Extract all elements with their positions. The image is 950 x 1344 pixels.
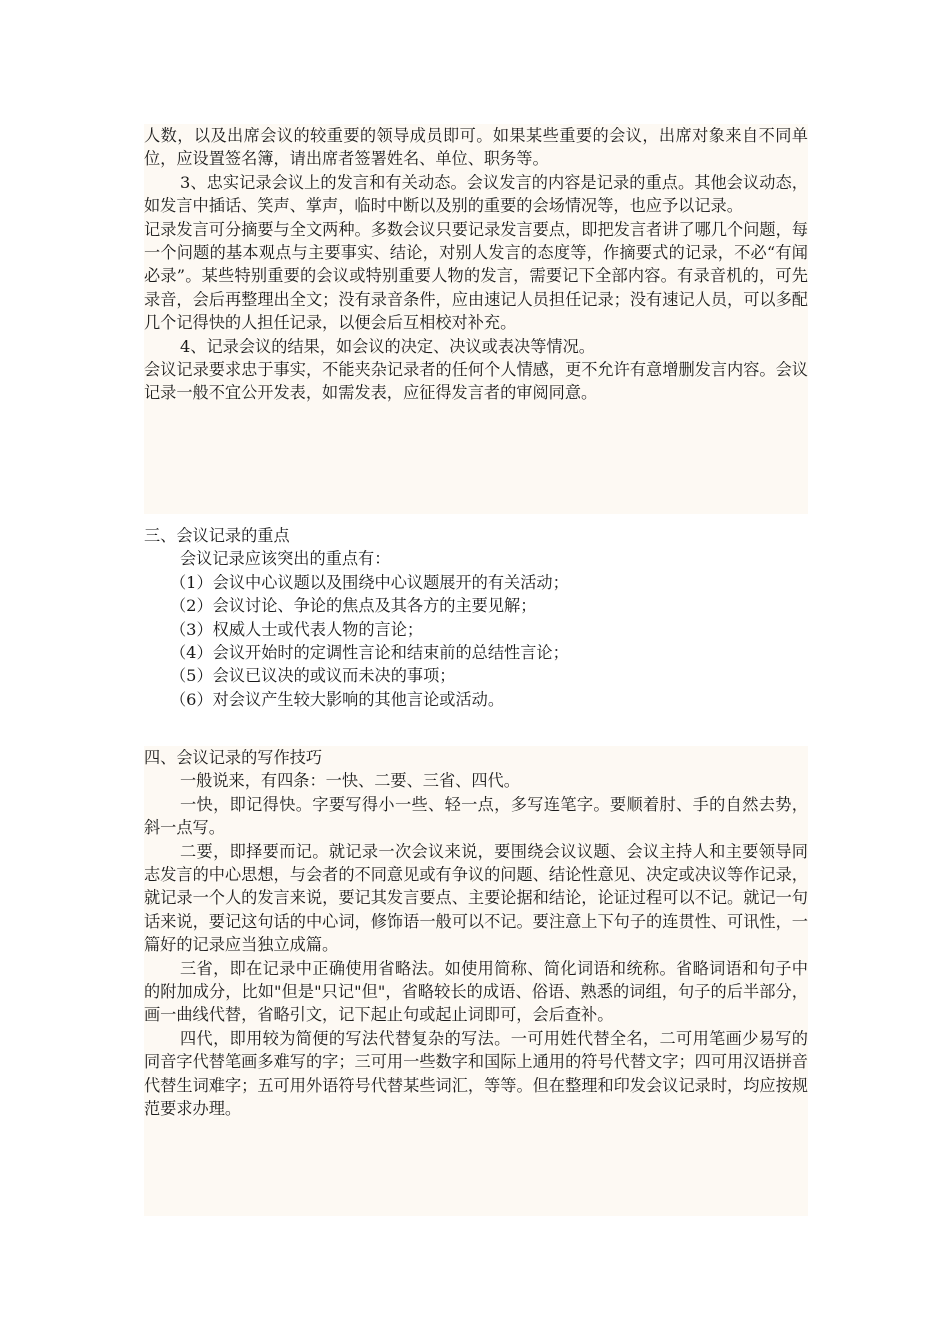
list-item: （3）权威人士或代表人物的言论； — [170, 619, 424, 639]
paragraph-attendees: 人数，以及出席会议的较重要的领导成员即可。如果某些重要的会议，出席对象来自不同单位，应设置签名簿，请出席者签署姓名、单位、职务等。 — [144, 126, 808, 169]
section-3-intro: 会议记录应该突出的重点有： — [180, 549, 391, 569]
section-a — [144, 124, 808, 514]
section-3-heading: 三、会议记录的重点 — [144, 526, 290, 545]
paragraph-sheng: 三省，即在记录中正确使用省略法。如使用简称、简化词语和统称。省略词语和句子中的附加成分，比如"但是"只记"但"，省略较长的成语、俗语、熟悉的词组，句子的后半部分，画一曲线代替，省略引文，记下起止句或起止词即可，会后查补。 — [144, 958, 808, 1025]
paragraph-dai: 四代，即用较为简便的写法代替复杂的写法。一可用姓代替全名，二可用笔画少易写的同音字代替笔画多难写的字；三可用一些数字和国际上通用的符号代替文字；四可用汉语拼音代替生词难字；五可用外语符号代替某些词汇，等等。但在整理和印发会议记录时，均应按规范要求办理。 — [144, 1028, 808, 1119]
paragraph-yao: 二要，即择要而记。就记录一次会议来说，要围绕会议议题、会议主持人和主要领导同志发言的中心思想，与会者的不同意见或有争议的问题、结论性意见、决定或决议等作记录，就记录一个人的发言来说，要记其发言要点、主要论据和结论，论证过程可以不记。就记一句话来说，要记这句话的中心词，修饰语一般可以不记。要注意上下句子的连贯性、可讯性，一篇好的记录应当独立成篇。 — [144, 841, 808, 955]
section-3 — [144, 524, 808, 711]
section-4 — [144, 746, 808, 1216]
paragraph-kuai: 一快，即记得快。字要写得小一些、轻一点，多写连笔字。要顺着肘、手的自然去势，斜一点写。 — [144, 794, 808, 838]
paragraph-point-3: 3、忠实记录会议上的发言和有关动态。会议发言的内容是记录的重点。其他会议动态，如发言中插话、笑声、掌声，临时中断以及别的重要的会场情况等，也应予以记录。 — [144, 172, 808, 216]
list-item: （6）对会议产生较大影响的其他言论或活动。 — [170, 689, 505, 709]
paragraph-fidelity: 会议记录要求忠于事实，不能夹杂记录者的任何个人情感，更不允许有意增删发言内容。会议记录一般不宜公开发表，如需发表，应征得发言者的审阅同意。 — [144, 360, 808, 403]
paragraph-point-4: 4、记录会议的结果，如会议的决定、决议或表决等情况。 — [180, 336, 595, 356]
paragraph-speech-recording: 记录发言可分摘要与全文两种。多数会议只要记录发言要点，即把发言者讲了哪几个问题，每一个问题的基本观点与主要事实、结论，对别人发言的态度等，作摘要式的记录，不必“有闻必录”。某些特别重要的会议或特别重要人物的发言，需要记下全部内容。有录音机的，可先录音，会后再整理出全文；没有录音条件，应由速记人员担任记录；没有速记人员，可以多配几个记得快的人担任记录，以便会后互相校对补充。 — [144, 219, 808, 333]
list-item: （1）会议中心议题以及围绕中心议题展开的有关活动； — [170, 572, 569, 592]
section-4-intro: 一般说来，有四条：一快、二要、三省、四代。 — [180, 771, 520, 791]
section-4-heading: 四、会议记录的写作技巧 — [144, 748, 323, 767]
list-item: （5）会议已议决的或议而未决的事项； — [170, 666, 456, 686]
list-item: （4）会议开始时的定调性言论和结束前的总结性言论； — [170, 643, 569, 663]
list-item: （2）会议讨论、争论的焦点及其各方的主要见解； — [170, 596, 537, 616]
